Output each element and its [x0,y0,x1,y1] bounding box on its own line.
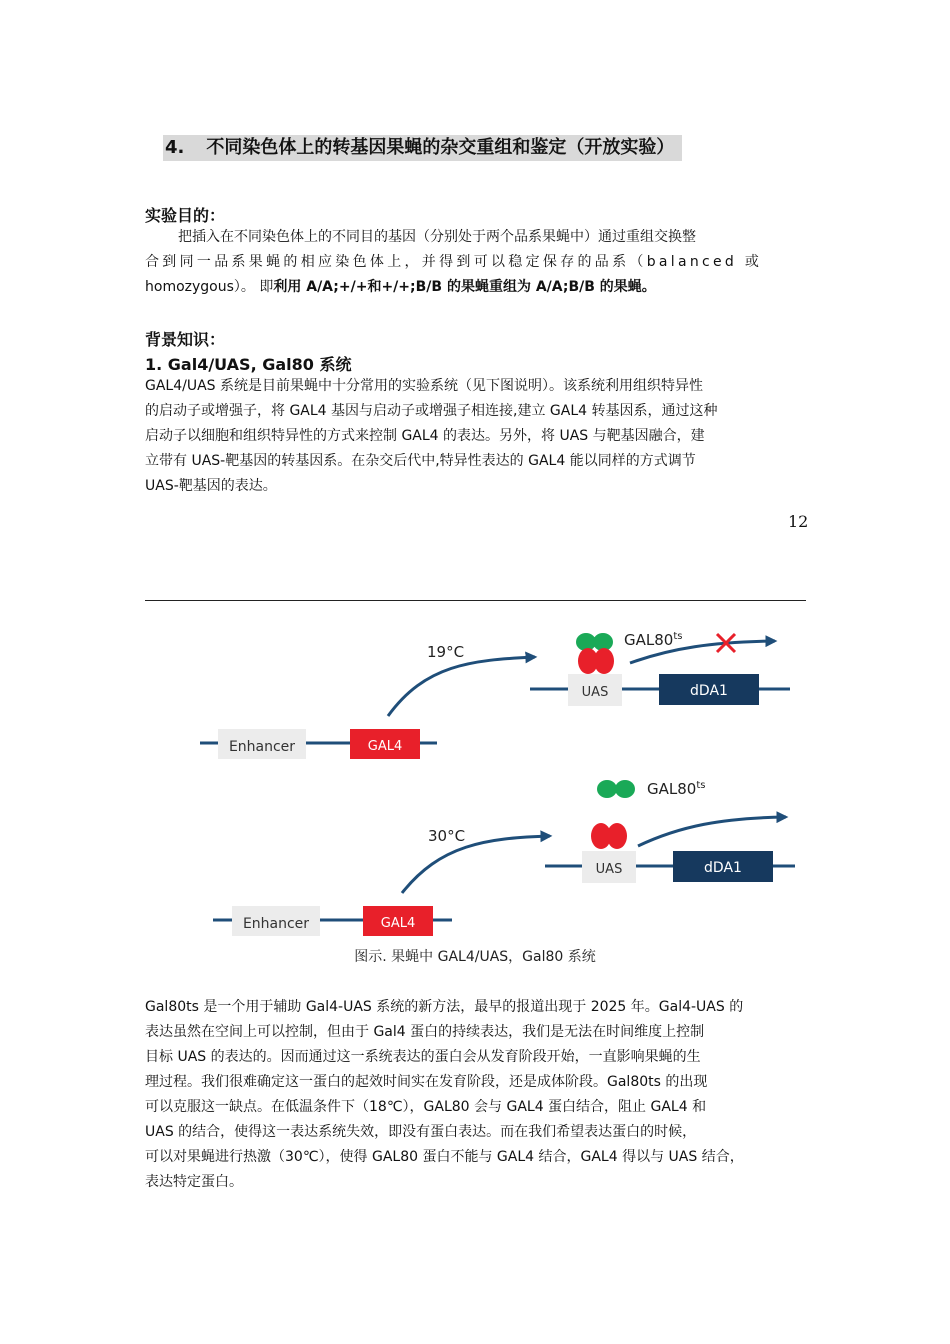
top-target-label: dDA1 [690,683,728,699]
bottom-uas-label: UAS [595,862,623,877]
purpose-paragraph [145,225,807,300]
gal80-line: 可以对果蝇进行热激（30℃），使得 GAL80 蛋白不能与 GAL4 结合，GAL4 得以与 UAS 结合， [145,1149,744,1165]
bottom-free-gal80-icon [597,780,617,798]
bottom-panel [213,780,795,936]
gal4-uas-diagram [190,620,800,940]
purpose-line-3 [145,275,807,300]
gal80-line: 目标 UAS 的表达的。因而通过这一系统表达的蛋白会从发育阶段开始，一直影响果蝇的生 [145,1049,701,1065]
section-title [163,135,682,161]
top-uas-label: UAS [581,685,609,700]
bottom-temperature-label: 30°C [428,827,466,845]
gal80-line: 理过程。我们很难确定这一蛋白的起效时间实在发育阶段，还是成体阶段。Gal80ts 的出现 [145,1074,708,1090]
figure-caption: 图示. 果蝇中 GAL4/UAS，Gal80 系统 [354,949,596,965]
top-gal80-label: $GAL80^{ts}$ [624,631,683,649]
top-panel [200,631,790,759]
bottom-expression-arrow [402,836,550,893]
background-line: 立带有 UAS-靶基因的转基因系。在杂交后代中,特异性表达的 GAL4 能以同样的方式调节 [145,453,696,469]
bottom-free-gal80-icon-part [615,780,635,798]
background-subheading: 1. Gal4/UAS, Gal80 系统 [145,355,352,374]
top-gal4-dimer-icon-part [594,648,614,674]
gal80-paragraph [145,995,807,1195]
gal80-line: UAS 的结合，使得这一表达系统失效，即没有蛋白表达。而在我们希望表达蛋白的时候， [145,1124,697,1140]
purpose-line-3-bold: 利用 A/A;+/+和+/+;B/B 的果蝇重组为 A/A;B/B 的果蝇。 [273,279,656,295]
bottom-gal4-label: GAL4 [380,916,416,931]
purpose-heading: 实验目的： [145,206,226,225]
background-paragraph [145,374,807,499]
background-line: 启动子以细胞和组织特异性的方式来控制 GAL4 的表达。另外，将 UAS 与靶基因融合，建 [145,428,705,444]
purpose-line-3-plain: homozygous）。 即 [145,279,274,295]
bottom-target-label: dDA1 [704,860,742,876]
background-line: GAL4/UAS 系统是目前果蝇中十分常用的实验系统（见下图说明）。该系统利用组织特异性 [145,378,704,394]
gal80-line: 表达虽然在空间上可以控制，但由于 Gal4 蛋白的持续表达，我们是无法在时间维度上控制 [145,1024,705,1040]
background-heading: 背景知识： [145,330,226,349]
page-number: 12 [788,512,809,531]
top-expression-arrow [388,657,535,716]
bottom-gal80-label: $GAL80^{ts}$ [647,780,706,798]
gal80-line: 表达特定蛋白。 [145,1174,243,1190]
section-title-text: 不同染色体上的转基因果蝇的杂交重组和鉴定（开放实验） [206,137,675,158]
top-temperature-label: 19°C [427,643,465,661]
top-enhancer-label: Enhancer [228,739,296,755]
section-number: 4. [165,137,185,158]
bottom-enhancer-label: Enhancer [242,916,310,932]
background-line: UAS-靶基因的表达。 [145,478,277,494]
background-line: 的启动子或增强子，将 GAL4 基因与启动子或增强子相连接,建立 GAL4 转基因系，通过这种 [145,403,718,419]
gal80-line: 可以克服这一缺点。在低温条件下（18℃），GAL80 会与 GAL4 蛋白结合，阻止 GAL4 和 [145,1099,707,1115]
page-break-rule [145,600,806,601]
top-gal4-label: GAL4 [367,739,403,754]
active-transcription-arrow [638,817,786,846]
bottom-gal4-dimer-icon-part [607,823,627,849]
purpose-line-2: 合到同一品系果蝇的相应染色体上，并得到可以稳定保存的品系（balanced 或 [145,254,763,270]
gal80-line: Gal80ts 是一个用于辅助 Gal4-UAS 系统的新方法，最早的报道出现于 2025 年。Gal4-UAS 的 [145,999,744,1015]
purpose-line-1: 把插入在不同染色体上的不同目的基因（分别处于两个品系果蝇中）通过重组交换整 [178,229,696,245]
